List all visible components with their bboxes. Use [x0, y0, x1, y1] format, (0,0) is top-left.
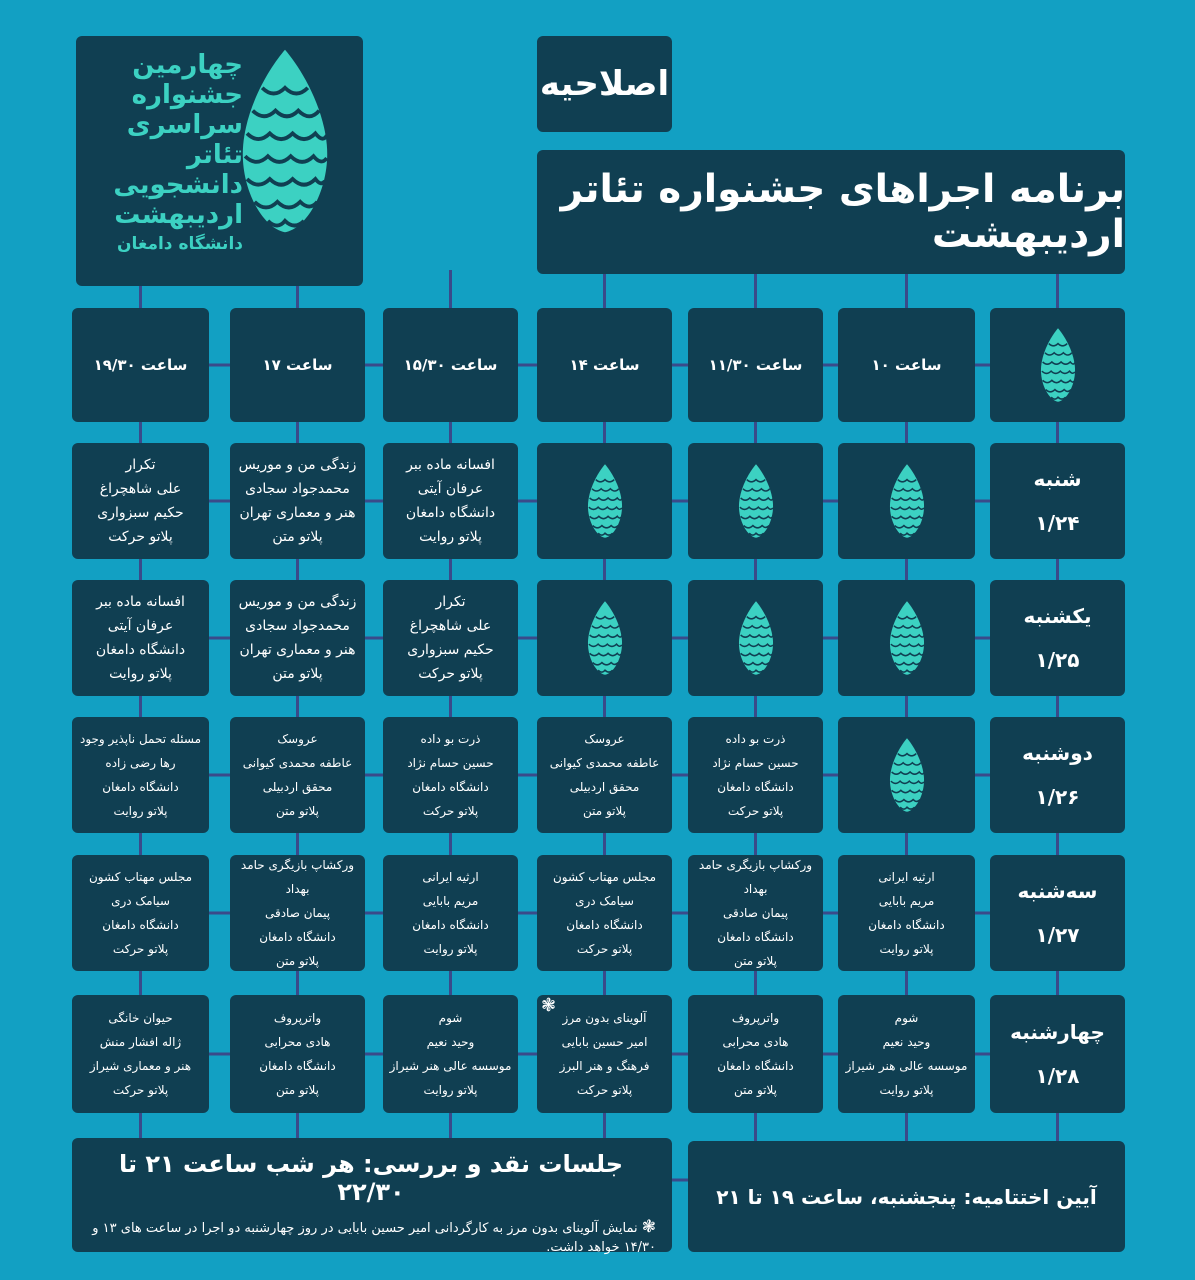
- performance-cell: [230, 580, 365, 696]
- performance-cell: [838, 855, 975, 971]
- performance-cell: [688, 580, 823, 696]
- university: دانشگاه دامغان: [717, 780, 794, 794]
- logo-university: دانشگاه دامغان: [116, 234, 243, 254]
- university: دانشگاه دامغان: [717, 1059, 794, 1073]
- day-label: [990, 855, 1125, 971]
- day-label: [990, 995, 1125, 1113]
- pine-cone-icon: [884, 462, 930, 540]
- performance-cell: [537, 443, 672, 559]
- director: حسین حسام نژاد: [407, 756, 494, 770]
- performance-cell: [383, 717, 518, 833]
- day-label: [990, 580, 1125, 696]
- university: هنر و معماری تهران: [239, 642, 356, 658]
- university: دانشگاه دامغان: [102, 780, 179, 794]
- university: دانشگاه دامغان: [102, 918, 179, 932]
- director: محمدجواد سجادی: [245, 481, 350, 497]
- venue: پلاتو روایت: [423, 1083, 478, 1097]
- pine-cone-icon: [884, 599, 930, 677]
- pine-cone-icon: [733, 462, 779, 540]
- director: مریم بابایی: [878, 894, 935, 908]
- director: مریم بابایی: [422, 894, 479, 908]
- performance-cell: [537, 580, 672, 696]
- venue: پلاتو متن: [272, 529, 323, 545]
- performance-cell: [72, 717, 209, 833]
- day-date: ۱/۲۴: [1035, 511, 1080, 535]
- performance-cell: [72, 443, 209, 559]
- university: دانشگاه دامغان: [259, 1059, 336, 1073]
- director: علی شاهچراغ: [409, 618, 492, 634]
- university: دانشگاه دامغان: [412, 918, 489, 932]
- venue: پلاتو روایت: [879, 942, 934, 956]
- day-name: شنبه: [1033, 467, 1082, 491]
- director: سیامک دری: [575, 894, 634, 908]
- director: عرفان آیتی: [417, 481, 484, 497]
- show-title: افسانه ماده ببر: [96, 594, 185, 610]
- festival-logo: [76, 36, 363, 286]
- pine-cone-icon: [733, 599, 779, 677]
- university: محقق اردبیلی: [569, 780, 640, 794]
- university: هنر و معماری شیراز: [89, 1059, 192, 1073]
- venue: پلاتو حرکت: [418, 666, 483, 682]
- logo-line: چهارمین: [132, 50, 243, 80]
- show-title: افسانه ماده ببر: [406, 457, 495, 473]
- logo-text: [113, 50, 243, 258]
- university: دانشگاه دامغان: [717, 930, 794, 944]
- star-marker: ❃: [541, 995, 557, 1016]
- director: علی شاهچراغ: [99, 481, 182, 497]
- logo-line: اردیبهشت: [114, 200, 243, 230]
- closing-ceremony: آیین اختتامیه: پنجشنبه، ساعت ۱۹ تا ۲۱: [688, 1141, 1125, 1252]
- pine-cone-icon: [226, 46, 344, 236]
- show-title: ورکشاپ بازیگری حامد بهداد: [240, 858, 355, 896]
- show-title: ذرت بو داده: [420, 732, 481, 746]
- day-name: سه‌شنبه: [1017, 879, 1098, 903]
- time-header: ساعت ۱۱/۳۰: [688, 308, 823, 422]
- performance-cell: [838, 995, 975, 1113]
- director: پیمان صادقی: [264, 906, 331, 920]
- director: هادی محرابی: [722, 1035, 789, 1049]
- venue: پلاتو حرکت: [576, 1083, 633, 1097]
- university: حکیم سبزواری: [97, 505, 184, 521]
- university: فرهنگ و هنر البرز: [559, 1059, 650, 1073]
- venue: پلاتو متن: [733, 1083, 778, 1097]
- day-label: [990, 443, 1125, 559]
- venue: پلاتو حرکت: [108, 529, 173, 545]
- critique-text: جلسات نقد و بررسی: هر شب ساعت ۲۱ تا ۲۲/۳۰: [118, 1150, 624, 1206]
- performance-cell: [230, 717, 365, 833]
- venue: پلاتو روایت: [419, 529, 482, 545]
- performance-cell: [537, 717, 672, 833]
- director: امیر حسین بابایی: [561, 1035, 648, 1049]
- show-title: تکرار: [125, 457, 156, 473]
- show-title: ورکشاپ بازیگری حامد بهداد: [698, 858, 813, 896]
- performance-cell: [838, 717, 975, 833]
- show-title: واترپروف: [273, 1011, 322, 1025]
- header-corner: [990, 308, 1125, 422]
- time-header: ساعت ۱۰: [838, 308, 975, 422]
- university: موسسه عالی هنر شیراز: [389, 1059, 512, 1073]
- pine-cone-icon: [884, 736, 930, 814]
- show-title: ذرت بو داده: [725, 732, 786, 746]
- time-header: ساعت ۱۴: [537, 308, 672, 422]
- university: دانشگاه دامغان: [412, 780, 489, 794]
- show-title: عروسک: [584, 732, 625, 746]
- show-title: آلوینای بدون مرز: [562, 1011, 647, 1025]
- venue: پلاتو متن: [275, 804, 320, 818]
- performance-cell: [72, 580, 209, 696]
- performance-cell: [537, 855, 672, 971]
- performance-cell: [383, 855, 518, 971]
- pine-cone-icon: [582, 462, 628, 540]
- university: دانشگاه دامغان: [95, 642, 186, 658]
- performance-cell: [688, 717, 823, 833]
- show-title: تکرار: [435, 594, 466, 610]
- director: هادی محرابی: [264, 1035, 331, 1049]
- show-title: شوم: [894, 1011, 919, 1025]
- page-title: برنامه اجراهای جشنواره تئاتر اردیبهشت: [537, 150, 1125, 274]
- performance-cell: [230, 443, 365, 559]
- performance-cell: [838, 580, 975, 696]
- director: حسین حسام نژاد: [712, 756, 799, 770]
- day-date: ۱/۲۸: [1035, 1064, 1080, 1088]
- show-title: زندگی من و موریس: [238, 594, 357, 610]
- correction-badge: اصلاحیه: [537, 36, 672, 132]
- critique-info: [72, 1138, 672, 1255]
- day-name: دوشنبه: [1022, 741, 1093, 765]
- show-title: ارثیه ایرانی: [422, 870, 479, 884]
- director: عاطفه محمدی کیوانی: [549, 756, 660, 770]
- performance-cell: [383, 580, 518, 696]
- venue: پلاتو روایت: [113, 804, 168, 818]
- director: سیامک دری: [111, 894, 170, 908]
- university: دانشگاه دامغان: [259, 930, 336, 944]
- day-name: چهارشنبه: [1010, 1020, 1105, 1044]
- day-date: ۱/۲۷: [1035, 923, 1080, 947]
- university: موسسه عالی هنر شیراز: [845, 1059, 968, 1073]
- logo-line: جشنواره: [131, 80, 243, 110]
- logo-line: سراسری: [126, 110, 243, 140]
- logo-line: دانشجویی: [113, 170, 243, 200]
- venue: پلاتو حرکت: [576, 942, 633, 956]
- performance-cell: [537, 995, 672, 1113]
- venue: پلاتو روایت: [879, 1083, 934, 1097]
- university: حکیم سبزواری: [407, 642, 494, 658]
- venue: پلاتو متن: [275, 1083, 320, 1097]
- show-title: مجلس مهتاب کشون: [88, 870, 193, 884]
- time-header: ساعت ۱۷: [230, 308, 365, 422]
- university: دانشگاه دامغان: [566, 918, 643, 932]
- university: هنر و معماری تهران: [239, 505, 356, 521]
- performance-cell: [72, 995, 209, 1113]
- venue: پلاتو حرکت: [727, 804, 784, 818]
- performance-cell: [838, 443, 975, 559]
- venue: پلاتو روایت: [423, 942, 478, 956]
- performance-cell: [688, 995, 823, 1113]
- venue: پلاتو متن: [272, 666, 323, 682]
- venue: پلاتو متن: [582, 804, 627, 818]
- show-title: حیوان خانگی: [108, 1011, 173, 1025]
- director: وحید نعیم: [426, 1035, 475, 1049]
- show-title: عروسک: [277, 732, 318, 746]
- performance-cell: [230, 995, 365, 1113]
- director: محمدجواد سجادی: [245, 618, 350, 634]
- logo-line: تئاتر: [186, 140, 243, 170]
- performance-cell: [383, 995, 518, 1113]
- show-title: مسئله تحمل ناپذیر وجود: [79, 732, 202, 746]
- performance-cell: [383, 443, 518, 559]
- director: عاطفه محمدی کیوانی: [242, 756, 353, 770]
- venue: پلاتو حرکت: [422, 804, 479, 818]
- day-date: ۱/۲۵: [1035, 648, 1080, 672]
- university: دانشگاه دامغان: [868, 918, 945, 932]
- pine-cone-icon: [1035, 326, 1081, 404]
- time-header: ساعت ۱۵/۳۰: [383, 308, 518, 422]
- performance-cell: [72, 855, 209, 971]
- show-title: ارثیه ایرانی: [878, 870, 935, 884]
- day-name: یکشنبه: [1023, 604, 1092, 628]
- performance-cell: [688, 855, 823, 971]
- venue: پلاتو متن: [275, 954, 320, 968]
- day-label: [990, 717, 1125, 833]
- venue: پلاتو حرکت: [112, 942, 169, 956]
- university: دانشگاه دامغان: [405, 505, 496, 521]
- performance-cell: [230, 855, 365, 971]
- note-text: نمایش آلوینای بدون مرز به کارگردانی امیر حسین بابایی در روز چهارشنبه دو اجرا در ساعت های ۱۳ و ۱۴/۳۰ خواهد داشت.: [92, 1221, 656, 1255]
- show-title: مجلس مهتاب کشون: [552, 870, 657, 884]
- performance-cell: [688, 443, 823, 559]
- director: رها رضی زاده: [105, 756, 176, 770]
- show-title: زندگی من و موریس: [238, 457, 357, 473]
- pine-cone-icon: [582, 599, 628, 677]
- time-header: ساعت ۱۹/۳۰: [72, 308, 209, 422]
- show-title: شوم: [438, 1011, 463, 1025]
- performance-note: [86, 1218, 656, 1257]
- show-title: واترپروف: [731, 1011, 780, 1025]
- director: پیمان صادقی: [722, 906, 789, 920]
- note-star: ❃: [641, 1217, 656, 1237]
- director: وحید نعیم: [882, 1035, 931, 1049]
- director: عرفان آیتی: [107, 618, 174, 634]
- venue: پلاتو متن: [733, 954, 778, 968]
- director: ژاله افشار منش: [99, 1035, 182, 1049]
- university: محقق اردبیلی: [262, 780, 333, 794]
- day-date: ۱/۲۶: [1035, 785, 1080, 809]
- venue: پلاتو روایت: [109, 666, 172, 682]
- venue: پلاتو حرکت: [112, 1083, 169, 1097]
